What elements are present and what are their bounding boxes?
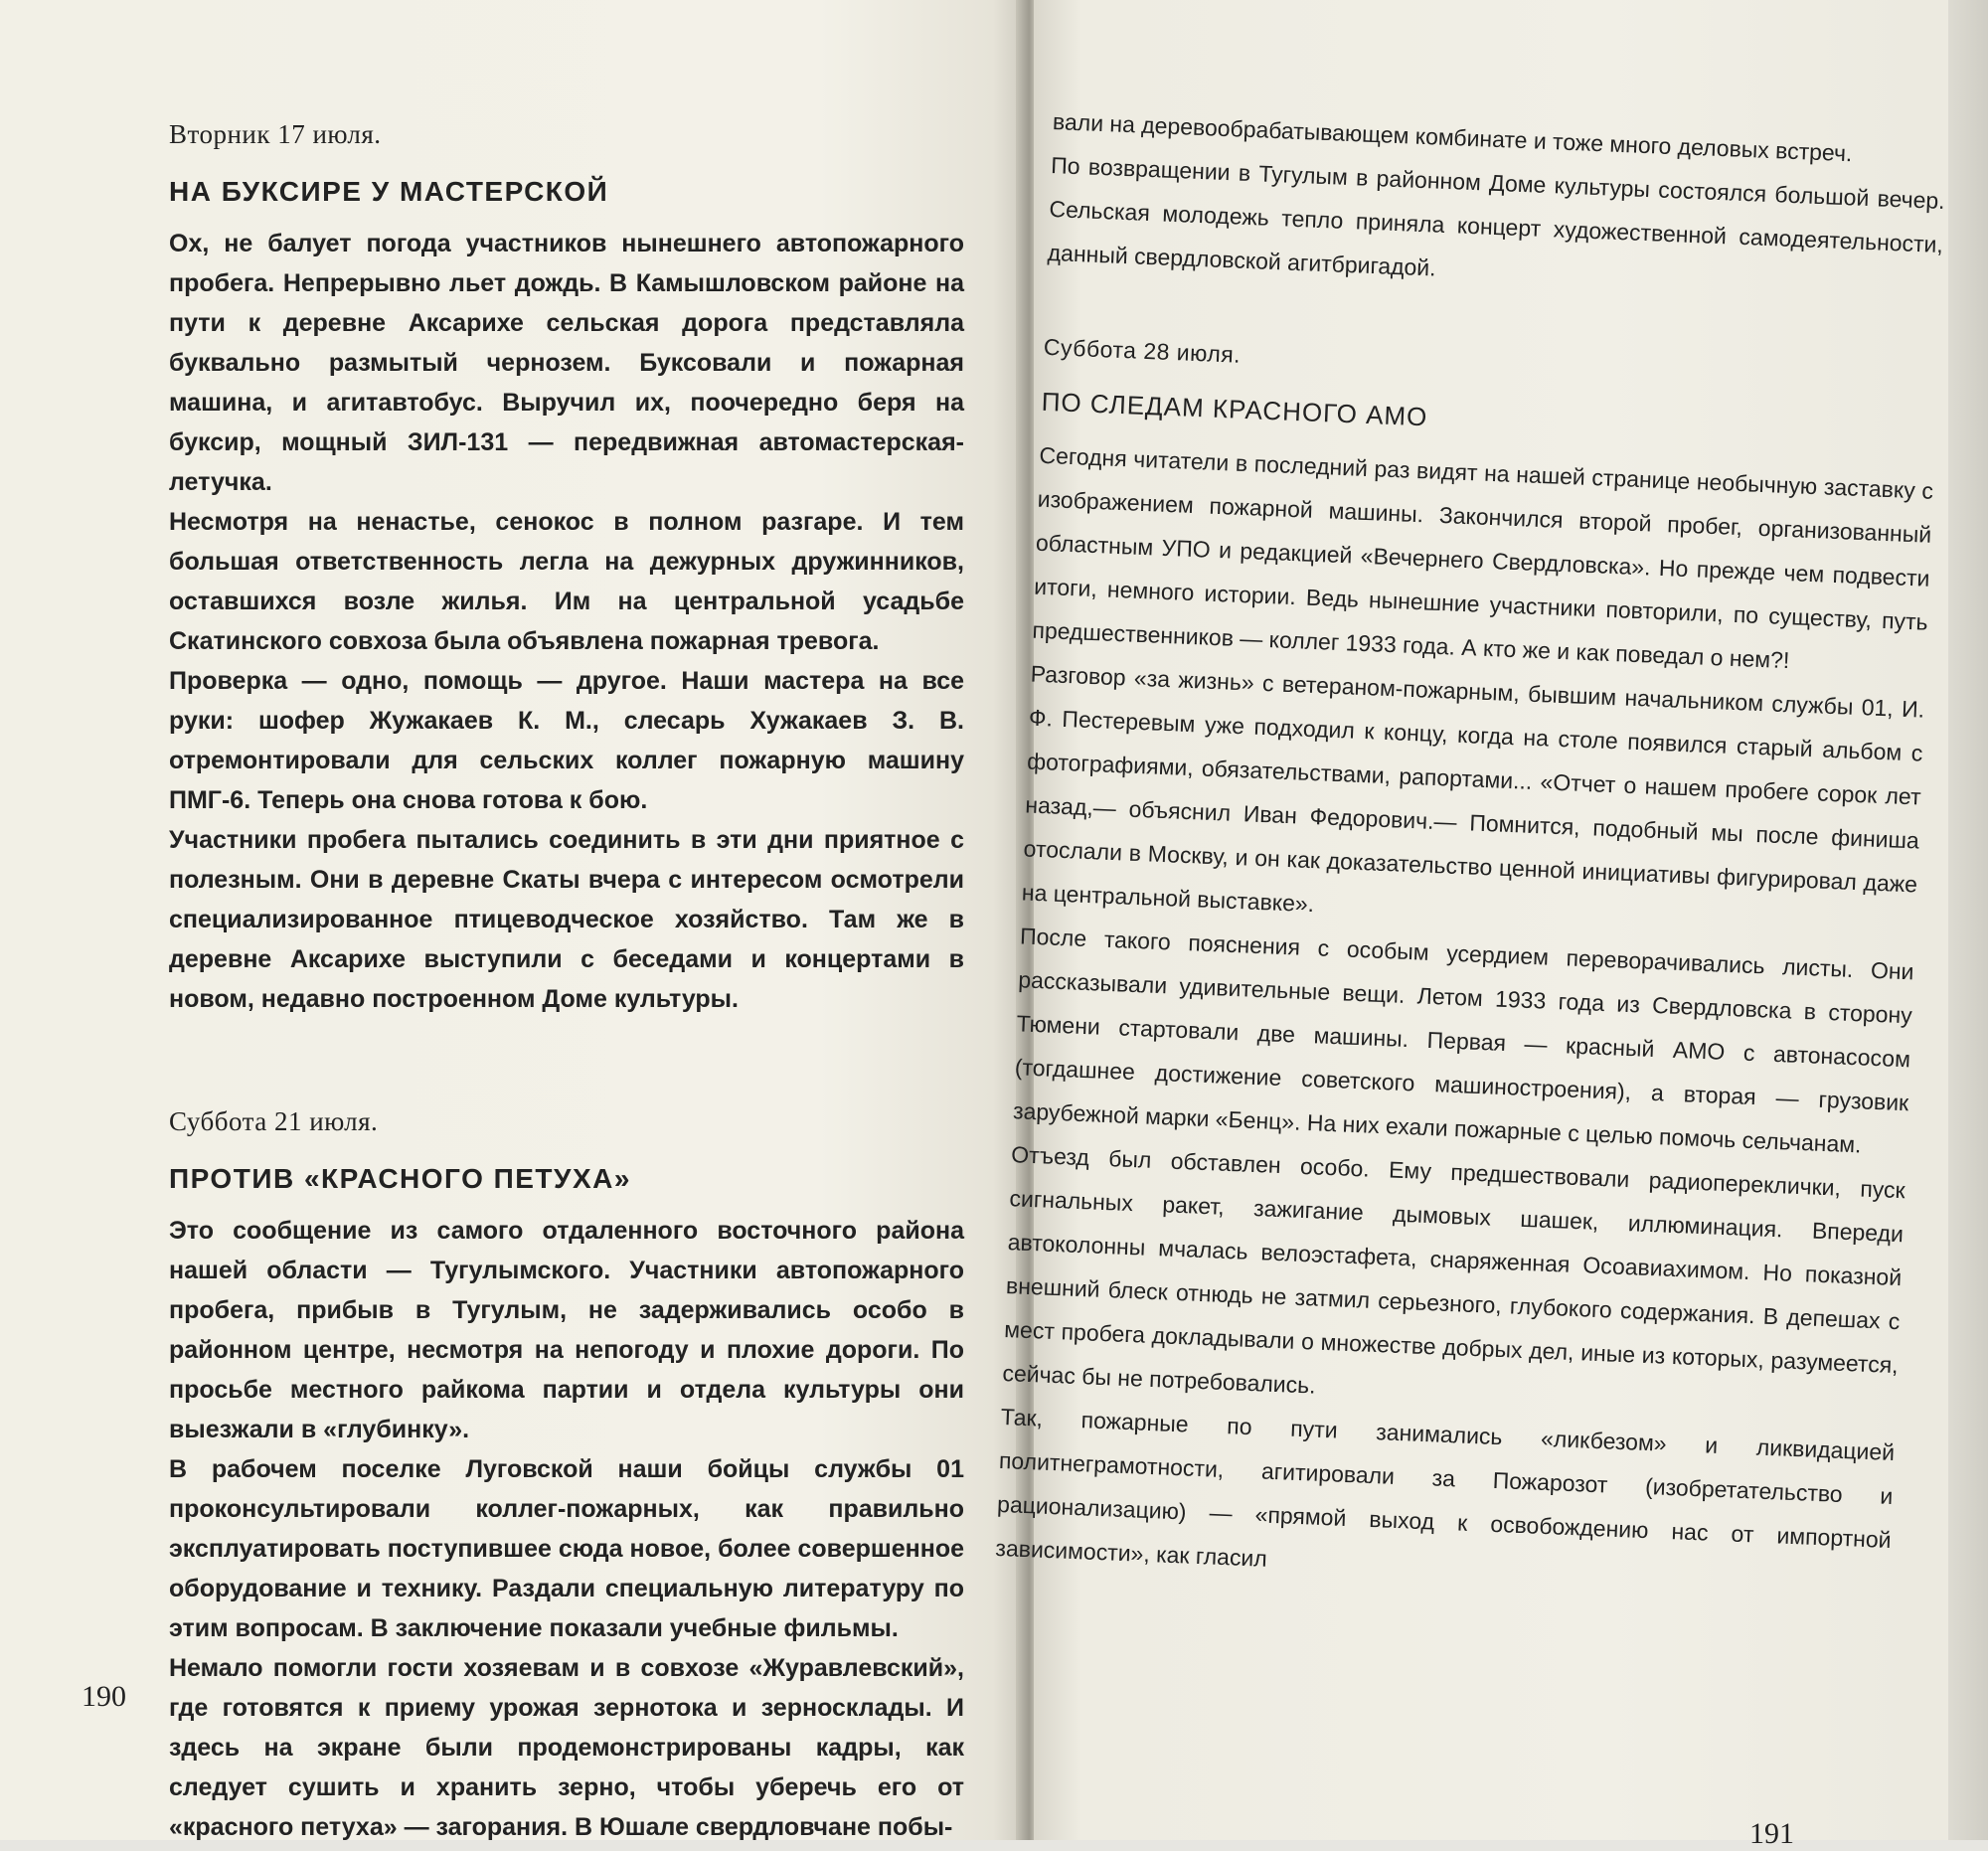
paragraph: В рабочем поселке Луговской наши бойцы службы 01 проконсультировали коллег-пожарных, как правильно эксплуатировать поступившее сюда новое, более совершенное оборудование и технику. Раздали специальную литературу по этим вопросам. В заключение показали учебные фильмы. [169,1455,964,1642]
paragraph: Так, пожарные по пути занимались «ликбезом» и ликвидацией политнеграмотности, агитировали за Пожарозот (изобретательство и рационализацию) — «прямой выход к освобождению нас от импортной зависимости», как гласил [994,1403,1896,1572]
section-title: ПРОТИВ «КРАСНОГО ПЕТУХА» [169,1163,631,1194]
page-edge [1948,0,1988,1840]
paragraph: Отъезд был обставлен особо. Ему предшествовали радиопереклички, пуск сигнальных ракет, зажигание дымовых шашек, иллюминация. Впереди автоколонны мчалась велоэстафета, снаряженная Осоавиахимом. Но показной внешний блеск отнюдь не затмил серьезного, глубокого содержания. В депешах с мест пробега докладывали о множестве добрых дел, иные из которых, разумеется, сейчас бы не потребовались. [1002,1141,1906,1399]
paragraph: Проверка — одно, помощь — другое. Наши мастера на все руки: шофер Жужакаев К. М., слесарь Хужакаев З. В. отремонтировали для сельских коллег пожарную машину ПМГ-6. Теперь она снова готова к бою. [169,667,964,814]
section-date: Суббота 28 июля. [1043,333,1242,368]
page-number-left: 190 [82,1680,126,1713]
paragraph: вали на деревообрабатывающем комбинате и тоже много деловых встреч. [1052,107,1853,167]
paragraph: После такого пояснения с особым усердием переворачивались листы. Они рассказывали удивительные вещи. Летом 1933 года из Свердловска в сторону Тюмени стартовали две машины. Первая — красный АМО с автонасосом (тогдашнее достижение советского машиностроения), а вторая — грузовик зарубежной марки «Бенц». На них ехали пожарные с целью помочь сельчанам. [1012,923,1915,1158]
right-page [994,0,1983,1840]
paragraph: Немало помогли гости хозяевам и в совхозе «Журавлевский», где готовятся к приему урожая зернотока и зерносклады. И здесь на экране были продемонстрированы кадры, как следует сушить и хранить зерно, чтобы уберечь его от «красного петуха» — загорания. В Юшале свердловчане побы- [169,1654,964,1841]
paragraph: Разговор «за жизнь» с ветераном-пожарным, бывшим начальником службы 01, И. Ф. Пестеревым уже подходил к концу, когда на столе появился старый альбом с фотографиями, обязательствами, рапортами... «Отчет о нашем пробеге сорок лет назад,— объяснил Иван Федорович.— Помнится, подобный мы после финиша отослали в Москву, и он как доказательство ценной инициативы фигурировал даже на центральной выставке». [1021,660,1925,918]
section-saturday-28-july [995,334,1968,1606]
paragraph: Это сообщение из самого отдаленного восточного района нашей области — Тугулымского. Участники автопожарного пробега, прибыв в Тугулым, не задерживались особо в районном центре, несмотря на непогоду и плохие дороги. По просьбе местного райкома партии и отдела культуры они выезжали в «глубинку». [169,1217,964,1443]
section-title: ПО СЛЕДАМ КРАСНОГО АМО [1041,386,1428,432]
section-tuesday-17-july [169,119,964,1019]
page-number-right: 191 [1749,1817,1794,1850]
section-date: Вторник 17 июля. [169,119,382,149]
section-title: НА БУКСИРЕ У МАСТЕРСКОЙ [169,176,609,207]
section-date: Суббота 21 июля. [169,1106,379,1136]
paragraph: Сегодня читатели в последний раз видят на нашей странице необычную заставку с изображением пожарной машины. Закончился второй пробег, организованный областным УПО и редакцией «Вечернего Свердловска». Но прежде чем подвести итоги, немного истории. Ведь нынешние участники повторили, по существу, путь предшественников — коллег 1933 года. А кто же и как поведал о нем?! [1032,441,1934,674]
section-saturday-21-july [169,1106,964,1847]
paragraph: Участники пробега пытались соединить в эти дни приятное с полезным. Они в деревне Скаты вчера с интересом осмотрели специализированное птицеводческое хозяйство. Там же в деревне Аксарихе выступили с беседами и концертами в новом, недавно построенном Доме культуры. [169,826,964,1013]
paragraph: По возвращении в Тугулым в районном Доме культуры состоялся большой вечер. Сельская молодежь тепло приняла концерт художественной самодеятельности, данный свердловской агитбригадой. [1047,151,1946,281]
paragraph: Ох, не балует погода участников нынешнего автопожарного пробега. Непрерывно льет дождь. В Камышловском районе на пути к деревне Аксарихе сельская дорога представляла буквально размытый чернозем. Буксовали и пожарная машина, и агитавтобус. Выручил их, поочередно беря на буксир, мощный ЗИЛ-131 — передвижная автомастерская-летучка. [169,230,964,496]
right-page-content [995,99,1978,1606]
section-gap [169,1019,964,1106]
paragraph: Несмотря на ненастье, сенокос в полном разгаре. И тем большая ответственность легла на дежурных дружинников, оставшихся возле жилья. Им на центральной усадьбе Скатинского совхоза была объявлена пожарная тревога. [169,508,964,655]
